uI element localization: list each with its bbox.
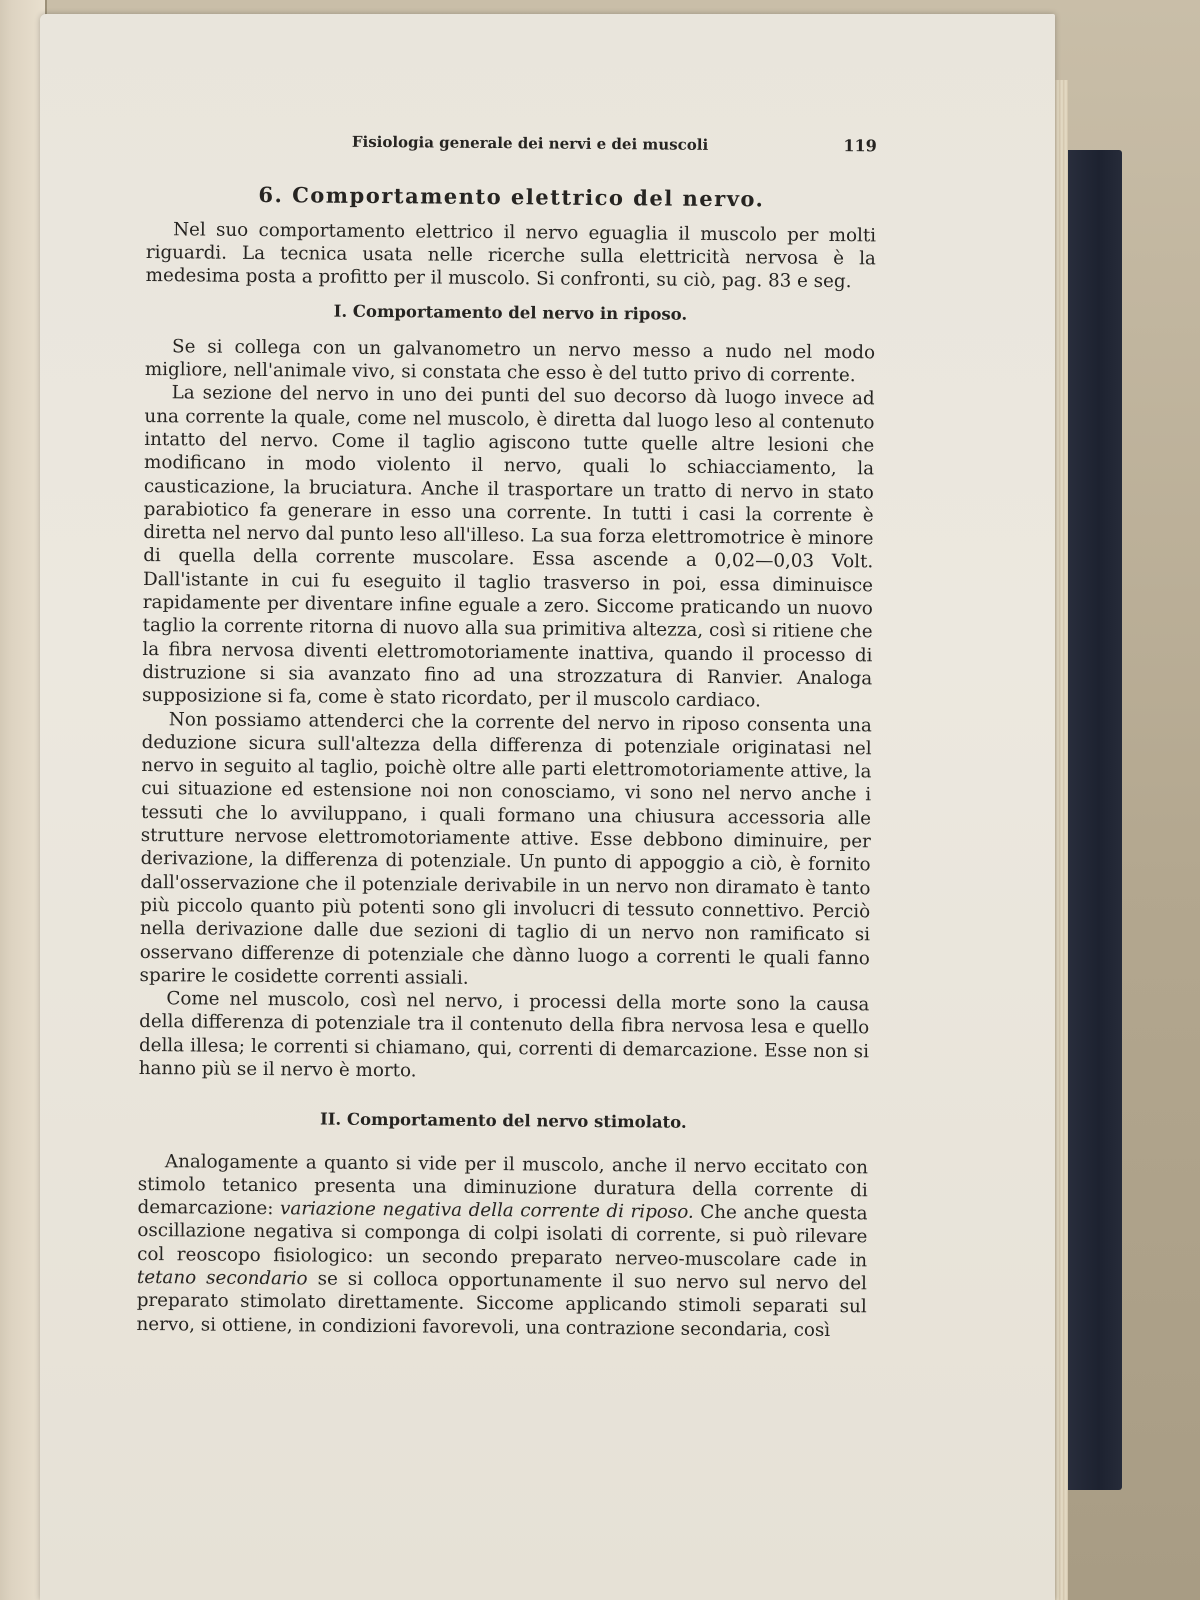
paragraph-rest-4: Come nel muscolo, così nel nervo, i processi della morte sono la causa della differenza di potenziale tra il contenuto della fibra nervosa lesa e quello della illesa; le correnti si chiamano, qui, correnti di demarcazione. Esse non si hanno più se il nervo è morto. — [138, 988, 870, 1082]
italic-term-secondary-tetanus: tetano secondario — [136, 1267, 308, 1290]
paragraph-rest-1: Se si collega con un galvanometro un nervo messo a nudo nel modo migliore, nell'animale vivo, si constata che esso è del tutto privo di corrente. — [144, 336, 876, 387]
text-run: Analogamente a quanto si vide per il muscolo, anche il nervo eccitato con stimolo tetanico presenta una diminuzione duratura della corrente di demarcazione: — [137, 1150, 869, 1220]
subsection-title-rest: I. Comportamento del nervo in riposo. — [333, 302, 688, 325]
book-cover — [1064, 150, 1122, 1490]
text-run: se si colloca opportunamente il suo nervo sul nervo del preparato stimolato direttamente. Siccome applicando stimoli separati sul nervo, si ottiene, in condizioni favorevoli, una contrazione secondaria, così — [136, 1268, 868, 1341]
subsection-title-stimulated: II. Comportamento del nervo stimolato. — [319, 1109, 687, 1133]
paragraph-rest-3: Non possiamo attenderci che la corrente del nervo in riposo consenta una deduzione sicura sull'altezza della differenza di potenziale originatasi nel nervo in seguito al taglio, poichè oltre alle parti elettromotoriamente attive, la cui situazione ed estensione noi non conosciamo, vi sono nel nervo anche i tessuti che lo avviluppano, i quali formano una chiusura accessoria alle strutture nervose elettromotoriamente attive. Esse debbono diminuire, per derivazione, la differenza di potenziale. Un punto di appoggio a ciò, è fornito dall'osservazione che il potenziale derivabile in un nervo non diramato è tanto più piccolo quanto più potenti sono gli involucri di tessuto connettivo. Perciò nella derivazione dalle due sezioni di taglio di un nervo non ramificato si osservano differenze di potenziale che dànno luogo a correnti le quali fanno sparire le cosidette correnti assiali. — [139, 708, 872, 989]
running-title: Fisiologia generale dei nervi e dei muscoli — [351, 132, 709, 154]
intro-paragraph: Nel suo comportamento elettrico il nervo eguaglia il muscolo per molti riguardi. La tecnica usata nelle ricerche sulla elettricità nervosa è la medesima posta a profitto per il muscolo. Si confronti, su ciò, pag. 83 e seg. — [145, 218, 877, 293]
page-number: 119 — [843, 136, 877, 156]
paragraph-stimulated-1 — [136, 1150, 868, 1343]
text-run: Che anche questa oscillazione negativa si componga di colpi isolati di corrente, si può rilevare col reoscopo fisiologico: un secondo preparato nerveo-muscolare cade in — [137, 1201, 868, 1272]
page-content — [136, 128, 877, 1342]
italic-term-negative-variation: variazione negativa della corrente di riposo. — [279, 1198, 694, 1223]
running-head — [147, 128, 877, 159]
section-title: 6. Comportamento elettrico del nervo. — [258, 182, 765, 212]
paragraph-rest-2: La sezione del nervo in uno dei punti del suo decorso dà luogo invece ad una corrente la quale, come nel muscolo, è diretta dal luogo leso al contenuto intatto del nervo. Come il taglio agiscono tutte quelle altre lesioni che modificano in modo violento il nervo, quali lo schiacciamento, la causticazione, la bruciatura. Anche il trasportare un tratto di nervo in stato parabiotico fa generare in esso una corrente. In tutti i casi la corrente è diretta nel nervo dal punto leso all'illeso. La sua forza elettromotrice è minore di quella della corrente muscolare. Essa ascende a 0,02—0,03 Volt. Dall'istante in cui fu eseguito il taglio trasverso in poi, essa diminuisce rapidamente per diventare infine eguale a zero. Siccome praticando un nuovo taglio la corrente ritorna di nuovo alla sua primitiva altezza, così si ritiene che la fibra nervosa diventi elettromotoriamente inattiva, quando il processo di distruzione si sia avanzato fino ad una strozzatura di Ranvier. Analoga supposizione si fa, come è stato ricordato, per il muscolo cardiaco. — [141, 382, 875, 712]
